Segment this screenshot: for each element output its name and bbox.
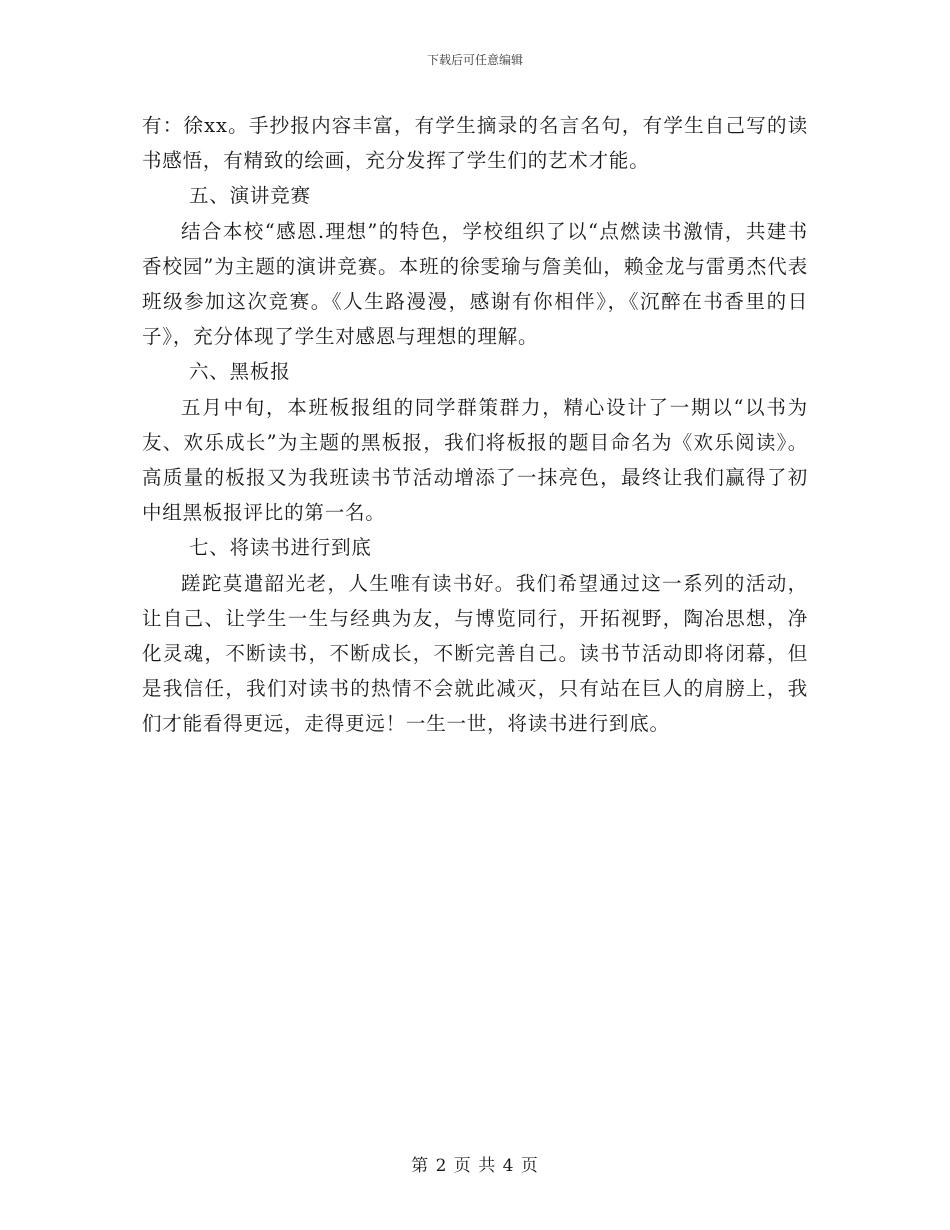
paragraph-reading-to-the-end: 蹉跎莫遣韶光老，人生唯有读书好。我们希望通过这一系列的活动，让自己、让学生一生与经典为友，与博览同行，开拓视野，陶冶思想，净化灵魂，不断读书，不断成长，不断完善自己。读书节活动即将闭幕，但是我信任，我们对读书的热情不会就此减灭，只有站在巨人的肩膀上，我们才能看得更远，走得更远！一生一世，将读书进行到底。: [142, 571, 808, 736]
paragraph-speech-contest: 结合本校“感恩.理想”的特色，学校组织了以“点燃读书激情，共建书香校园”为主题的演讲竞赛。本班的徐雯瑜与詹美仙，赖金龙与雷勇杰代表班级参加这次竞赛。《人生路漫漫，感谢有你相伴》，《沉醉在书香里的日子》，充分体现了学生对感恩与理想的理解。: [142, 219, 808, 349]
section-heading-blackboard: 六、黑板报: [189, 360, 291, 384]
section-heading-reading-to-the-end: 七、将读书进行到底: [189, 536, 372, 560]
page-number-footer: 第 2 页 共 4 页: [411, 1156, 539, 1176]
paragraph-handwritten-newspaper: 有：徐xx。手抄报内容丰富，有学生摘录的名言名句，有学生自己写的读书感悟，有精致的绘画，充分发挥了学生们的艺术才能。: [142, 114, 808, 173]
section-heading-speech-contest: 五、演讲竞赛: [189, 184, 311, 208]
page-header: 下载后可任意编辑: [426, 53, 523, 67]
document-body: [142, 108, 808, 742]
paragraph-blackboard: 五月中旬，本班板报组的同学群策群力，精心设计了一期以“以书为友、欢乐成长”为主题的黑板报，我们将板报的题目命名为《欢乐阅读》。高质量的板报又为我班读书节活动增添了一抹亮色，最终让我们赢得了初中组黑板报评比的第一名。: [142, 395, 808, 525]
